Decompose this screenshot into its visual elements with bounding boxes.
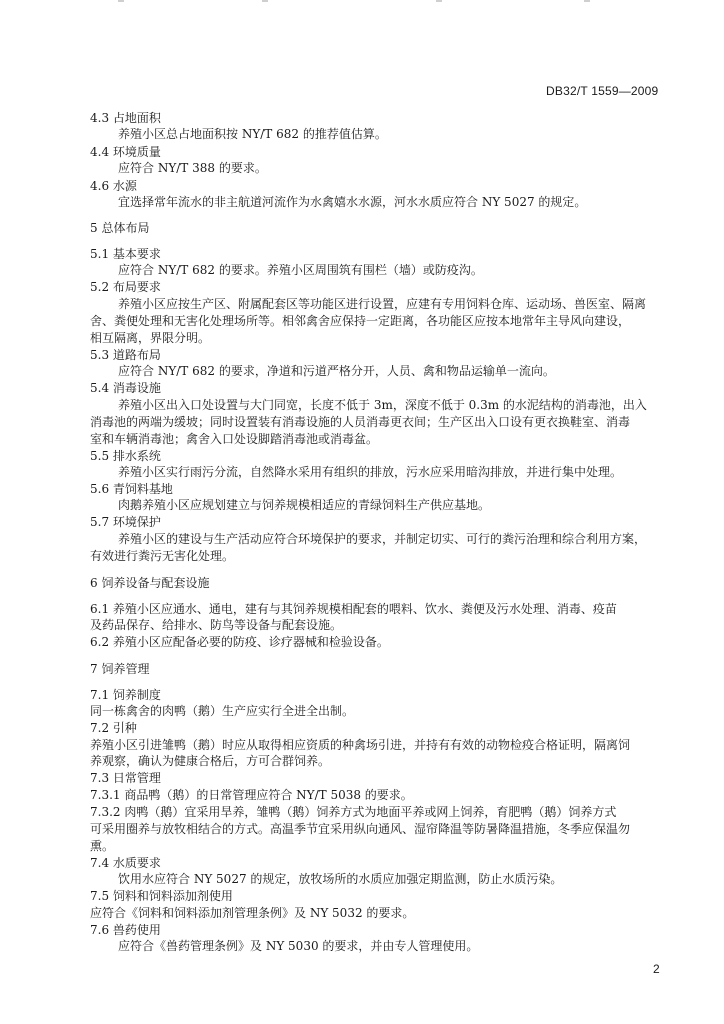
section-heading: 7.1 饲养制度	[90, 688, 161, 702]
paragraph-line: 有效进行粪污无害化处理。	[90, 549, 235, 563]
page-number: 2	[653, 962, 660, 976]
paragraph-line: 6.1 养殖小区应通水、通电，建有与其饲养规模相配套的喂料、饮水、粪便及污水处理、消毒、疫苗	[90, 602, 617, 616]
section-heading: 4.4 环境质量	[90, 145, 161, 159]
paragraph-line: 7.3.1 商品鸭（鹅）的日常管理应符合 NY/T 5038 的要求。	[90, 788, 413, 802]
paragraph-line: 应符合 NY/T 682 的要求。养殖小区周围筑有围栏（墙）或防疫沟。	[118, 263, 483, 277]
section-heading: 7.5 饲料和饲料添加剂使用	[90, 889, 233, 903]
paragraph-line: 室和车辆消毒池；禽舍入口处设脚踏消毒池或消毒盆。	[90, 432, 379, 446]
chapter-heading: 6 饲养设备与配套设施	[90, 576, 210, 590]
paragraph-line: 饮用水应符合 NY 5027 的规定，放牧场所的水质应加强定期监测，防止水质污染。	[118, 872, 563, 886]
document-code: DB32/T 1559—2009	[546, 84, 659, 98]
section-heading: 7.4 水质要求	[90, 856, 161, 870]
paragraph-line: 熏。	[90, 839, 115, 853]
section-heading: 5.1 基本要求	[90, 247, 161, 261]
paragraph-line: 同一栋禽舍的肉鸭（鹅）生产应实行全进全出制。	[90, 704, 355, 718]
chapter-heading: 5 总体布局	[90, 221, 150, 235]
paragraph-line: 相互隔离，界限分明。	[90, 331, 211, 345]
paragraph-line: 及药品保存、给排水、防鸟等设备与配套设施。	[90, 618, 343, 632]
paragraph-line: 养殖小区实行雨污分流，自然降水采用有组织的排放，污水应采用暗沟排放，并进行集中处理。	[118, 465, 623, 479]
paragraph-line: 舍、粪便处理和无害化处理场所等。相邻禽舍应保持一定距离，各功能区应按本地常年主导风向建设，	[90, 314, 631, 328]
paragraph-line: 养殖小区总占地面积按 NY/T 682 的推荐值估算。	[118, 127, 387, 141]
section-heading: 4.6 水源	[90, 179, 137, 193]
paragraph-line: 6.2 养殖小区应配备必要的防疫、诊疗器械和检验设备。	[90, 635, 389, 649]
chapter-heading: 7 饲养管理	[90, 662, 150, 676]
section-heading: 7.6 兽药使用	[90, 923, 161, 937]
section-heading: 5.2 布局要求	[90, 280, 161, 294]
section-heading: 5.3 道路布局	[90, 348, 161, 362]
paragraph-line: 养殖小区出入口处设置与大门同宽，长度不低于 3m，深度不低于 0.3m 的水泥结构的消毒池，出入	[118, 398, 647, 412]
section-heading: 5.5 排水系统	[90, 449, 161, 463]
paragraph-line: 应符合《兽药管理条例》及 NY 5030 的要求，并由专人管理使用。	[118, 939, 479, 953]
paragraph-line: 宜选择常年流水的非主航道河流作为水禽嬉水水源，河水水质应符合 NY 5027 的规定。	[118, 195, 587, 209]
paragraph-line: 应符合 NY/T 682 的要求，净道和污道严格分开，人员、禽和物品运输单一流向。	[118, 364, 555, 378]
paragraph-line: 养殖小区引进雏鸭（鹅）时应从取得相应资质的种禽场引进，并持有有效的动物检疫合格证明，隔离饲	[90, 738, 631, 752]
section-heading: 4.3 占地面积	[90, 111, 161, 125]
section-heading: 7.2 引种	[90, 721, 137, 735]
paragraph-line: 消毒池的两端为缓坡；同时设置装有消毒设施的人员消毒更衣间；生产区出入口设有更衣换鞋室、消毒	[90, 415, 631, 429]
paragraph-line: 养殖小区的建设与生产活动应符合环境保护的要求，并制定切实、可行的粪污治理和综合利用方案，	[118, 532, 647, 546]
section-heading: 5.6 青饲料基地	[90, 482, 173, 496]
paragraph-line: 7.3.2 肉鸭（鹅）宜采用旱养，雏鸭（鹅）饲养方式为地面平养或网上饲养，育肥鸭（鹅）饲养方式	[90, 805, 617, 819]
section-heading: 5.7 环境保护	[90, 515, 161, 529]
paragraph-line: 应符合《饲料和饲料添加剂管理条例》及 NY 5032 的要求。	[90, 906, 415, 920]
paragraph-line: 肉鹅养殖小区应规划建立与饲养规模相适应的青绿饲料生产供应基地。	[118, 498, 491, 512]
section-heading: 5.4 消毒设施	[90, 381, 161, 395]
paragraph-line: 养观察，确认为健康合格后，方可合群饲养。	[90, 754, 331, 768]
paragraph-line: 应符合 NY/T 388 的要求。	[118, 161, 267, 175]
paragraph-line: 养殖小区应按生产区、附属配套区等功能区进行设置，应建有专用饲料仓库、运动场、兽医室、隔离	[118, 297, 647, 311]
paragraph-line: 可采用圈养与放牧相结合的方式。高温季节宜采用纵向通风、湿帘降温等防暑降温措施，冬季应保温勿	[90, 822, 631, 836]
section-heading: 7.3 日常管理	[90, 771, 161, 785]
